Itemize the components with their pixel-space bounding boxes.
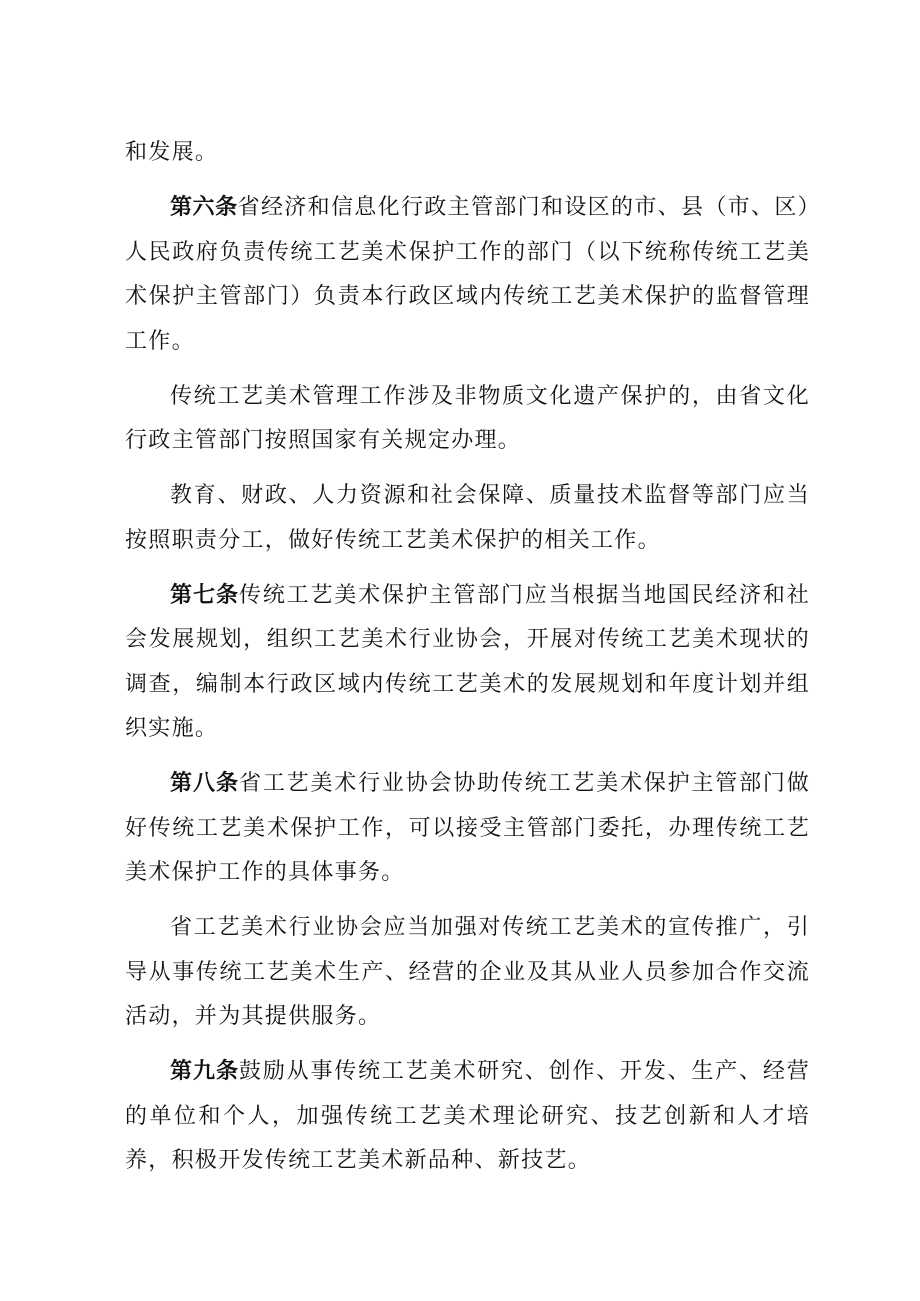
article-8-text: 省工艺美术行业协会协助传统工艺美术保护主管部门做好传统工艺美术保护工作，可以接受主管部门委托，办理传统工艺美术保护工作的具体事务。 <box>125 771 810 885</box>
article-7-label: 第七条 <box>170 582 240 608</box>
article-6-clause-3 <box>125 474 810 563</box>
article-6-label: 第六条 <box>170 195 238 220</box>
article-6-clause-2 <box>125 375 810 464</box>
paragraph-text: 和发展。 <box>125 140 219 165</box>
article-6-text: 省经济和信息化行政主管部门和设区的市、县（市、区）人民政府负责传统工艺美术保护工作的部门（以下统称传统工艺美术保护主管部门）负责本行政区域内传统工艺美术保护的监督管理工作。 <box>125 195 810 354</box>
article-7-text: 传统工艺美术保护主管部门应当根据当地国民经济和社会发展规划，组织工艺美术行业协会，开展对传统工艺美术现状的调查，编制本行政区域内传统工艺美术的发展规划和年度计划并组织实施。 <box>125 582 810 741</box>
article-9-text: 鼓励从事传统工艺美术研究、创作、开发、生产、经营的单位和个人，加强传统工艺美术理论研究、技艺创新和人才培养，积极开发传统工艺美术新品种、新技艺。 <box>125 1059 810 1173</box>
paragraph-text: 传统工艺美术管理工作涉及非物质文化遗产保护的，由省文化行政主管部门按照国家有关规定办理。 <box>125 383 810 453</box>
article-7-paragraph <box>125 574 810 752</box>
paragraph-text: 教育、财政、人力资源和社会保障、质量技术监督等部门应当按照职责分工，做好传统工艺美术保护的相关工作。 <box>125 483 810 553</box>
article-6-paragraph <box>125 186 810 364</box>
article-9-label: 第九条 <box>170 1059 240 1084</box>
document-body <box>125 131 810 1194</box>
paragraph-text: 省工艺美术行业协会应当加强对传统工艺美术的宣传推广，引导从事传统工艺美术生产、经营的企业及其从业人员参加合作交流活动，并为其提供服务。 <box>125 915 810 1029</box>
article-8-label: 第八条 <box>170 771 240 796</box>
article-8-paragraph <box>125 762 810 896</box>
article-9-paragraph <box>125 1050 810 1184</box>
article-8-clause-2 <box>125 906 810 1040</box>
paragraph-continuation <box>125 131 810 176</box>
